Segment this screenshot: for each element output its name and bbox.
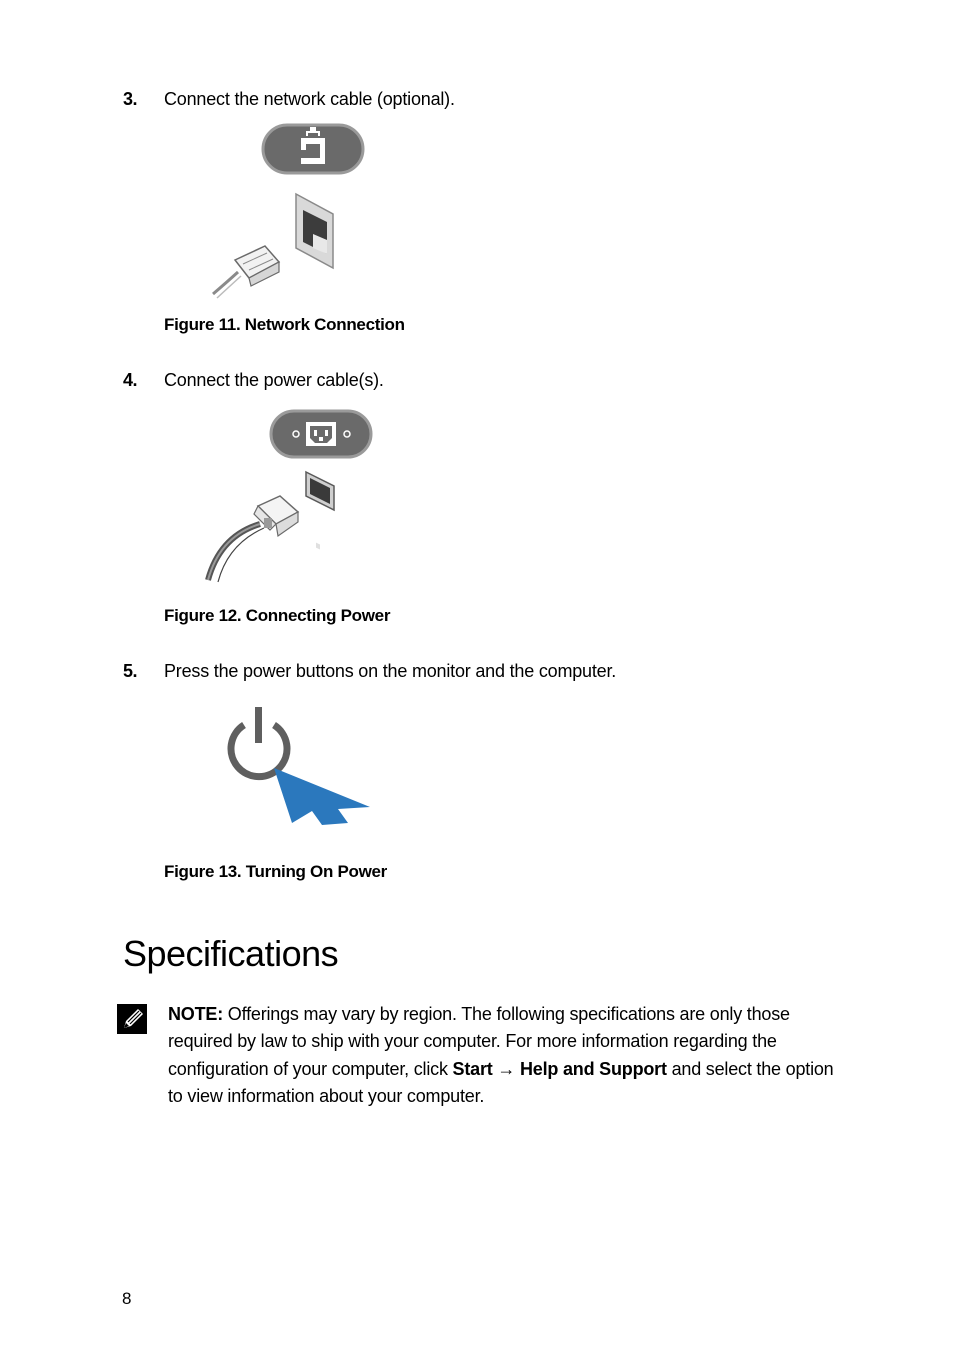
network-connection-figure <box>205 122 375 302</box>
note-label: NOTE: <box>168 1004 223 1024</box>
figure-caption: Figure 13. Turning On Power <box>164 862 387 881</box>
step-text: Connect the network cable (optional). <box>164 89 455 109</box>
figure-caption: Figure 12. Connecting Power <box>164 606 391 625</box>
turning-on-power-figure <box>222 703 382 833</box>
figure-caption: Figure 11. Network Connection <box>164 315 405 334</box>
power-connector-icon <box>200 408 380 588</box>
network-port-icon <box>205 122 375 302</box>
step-text: Connect the power cable(s). <box>164 370 384 390</box>
pencil-note-icon <box>117 1004 147 1034</box>
note-body-1: Offerings may vary by region. The following specifications are only those required by law to ship with your computer. For more information regarding the configuration of your computer, click <box>168 1004 790 1079</box>
cursor-arrow-icon <box>274 768 370 825</box>
menu-arrow: → <box>492 1058 520 1079</box>
page-number: 8 <box>122 1289 132 1308</box>
power-button-icon <box>222 703 382 833</box>
step-number: 5. <box>123 661 138 681</box>
step-number: 4. <box>123 370 138 390</box>
step-number: 3. <box>123 89 138 109</box>
connecting-power-figure <box>200 408 380 588</box>
step-text: Press the power buttons on the monitor and the computer. <box>164 661 617 681</box>
note-text <box>168 1001 838 1110</box>
note-body-2: and select the option to view information about your computer. <box>168 1058 834 1106</box>
start-menu-reference: Start <box>452 1058 493 1079</box>
section-title: Specifications <box>123 933 339 974</box>
help-and-support-reference: Help and Support <box>519 1058 667 1079</box>
